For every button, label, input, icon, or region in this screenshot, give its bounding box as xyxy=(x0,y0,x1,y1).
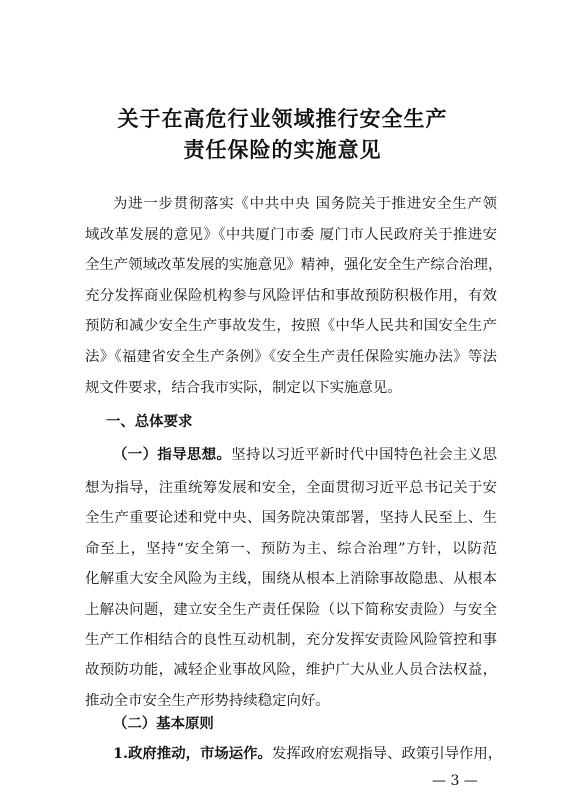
document-title-line-1: 关于在高危行业领域推行安全生产 xyxy=(117,106,448,131)
sub1-line: 全生产重要论述和党中央、国务院决策部署，坚持人民至上、生 xyxy=(85,510,497,527)
sub1-line: 上解决问题，建立安全生产责任保险（以下简称安责险）与安全 xyxy=(85,601,497,618)
document-title-line-2: 责任保险的实施意见 xyxy=(183,137,382,162)
sub1-line: 想为指导，注重统筹发展和安全，全面贯彻习近平总书记关于安 xyxy=(85,480,497,496)
basic-principles-heading: （二）基本原则 xyxy=(113,715,214,732)
intro-line: 充分发挥商业保险机构参与风险评估和事故预防积极作用，有效 xyxy=(85,287,497,304)
intro-line: 为进一步贯彻落实《中共中央 国务院关于推进安全生产领 xyxy=(113,196,497,212)
intro-line: 法》《福建省安全生产条例》《安全生产责任保险实施办法》等法 xyxy=(85,349,497,365)
sub1-line: 生产工作相结合的良性互动机制，充分发挥安责险风险管控和事 xyxy=(85,632,497,648)
principle-item-1 xyxy=(113,745,503,763)
intro-line: 规文件要求，结合我市实际，制定以下实施意见。 xyxy=(85,379,402,396)
sub1-line: 故预防功能，减轻企业事故风险，维护广大从业人员合法权益， xyxy=(85,662,497,679)
sub1-line: 命至上，坚持“安全第一、预防为主、综合治理”方针，以防范 xyxy=(85,540,497,557)
sub1-line: 推动全市安全生产形势持续稳定向好。 xyxy=(85,692,330,709)
section-heading-general-requirements: 一、总体要求 xyxy=(106,413,193,430)
guiding-ideology-label: （一）指导思想。 xyxy=(113,446,232,463)
intro-line: 域改革发展的意见》《中共厦门市委 厦门市人民政府关于推进安 xyxy=(85,226,497,243)
principle-item-1-label: 1.政府推动，市场运作。 xyxy=(113,745,272,762)
sub1-line: 化解重大安全风险为主线，围绕从根本上消除事故隐患、从根本 xyxy=(85,571,497,588)
page-number: — 3 — xyxy=(432,773,478,789)
guiding-ideology-first-line xyxy=(113,446,497,464)
intro-line: 全生产领域改革发展的实施意见》精神，强化安全生产综合治理， xyxy=(85,257,503,274)
intro-line: 预防和减少安全生产事故发生，按照《中华人民共和国安全生产 xyxy=(85,318,497,335)
guiding-ideology-first-line-text: 坚持以习近平新时代中国特色社会主义思 xyxy=(231,447,497,463)
principle-item-1-text: 发挥政府宏观指导、政策引导作用， xyxy=(271,746,503,762)
